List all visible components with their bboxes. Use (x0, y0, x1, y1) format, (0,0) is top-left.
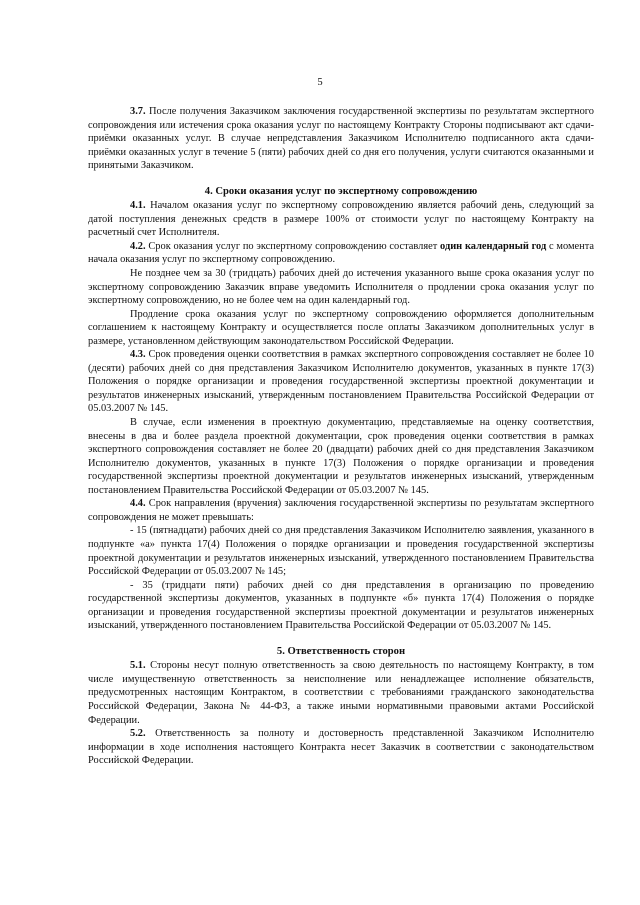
clause-text: Ответственность за полноту и достоверность представленной Заказчиком Исполнителю информации в ходе исполнения настоящего Контракта несет Заказчик в соответствии с законодательством Российской Федерации. (88, 728, 594, 767)
clause-5-2 (88, 727, 594, 768)
clause-text: Срок направления (вручения) заключения государственной экспертизы по результатам экспертного сопровождения не может превышать: (88, 498, 594, 523)
clause-5-1 (88, 659, 594, 727)
clause-4-2 (88, 240, 594, 267)
section-5-title: 5. Ответственность сторон (276, 645, 406, 657)
clause-4-3-paragraph-2: В случае, если изменения в проектную документацию, представляемые на оценку соответствия, внесены в два и более раздела проектной документации, срок проведения оценки соответствия в рамках экспертного сопровождения составляет не более 20 (двадцати) рабочих дней со дня представления Заказчиком Исполнителю документов, указанных в пункте 17(3) Положения о порядке организации и проведения государственной экспертизы проектной документации и результатов инженерных изысканий, утвержденным постановлением Правительства Российской Федерации от 05.03.2007 № 145. (88, 417, 594, 496)
clause-4-1 (88, 199, 594, 240)
clause-4-3 (88, 348, 594, 416)
clause-text: Стороны несут полную ответственность за свою деятельность по настоящему Контракту, в том числе имущественную ответственность за неисполнение или ненадлежащее исполнение обязательств, предусмотренных настоящим Контрактом, в соответствии с требованиями гражданского законодательства Российской Федерации, Закона № 44-ФЗ, а также иными нормативными правовыми актами Российской Федерации. (88, 660, 594, 726)
clause-4-2-paragraph-3: Продление срока оказания услуг по экспертному сопровождению оформляется дополнительным соглашением к настоящему Контракту и осуществляется после оплаты Заказчиком дополнительных услуг в размере, установленном действующим законодательством Российской Федерации. (88, 308, 594, 347)
clause-number: 4.2. (130, 240, 146, 252)
clause-number: 3.7. (130, 106, 146, 117)
clause-4-4 (88, 497, 594, 524)
clause-text: с момента начала оказания услуг по экспертному сопровождению. (88, 240, 594, 266)
clause-text: Срок оказания услуг по экспертному сопровождению составляет (145, 240, 441, 252)
clause-text: Срок проведения оценки соответствия в рамках экспертного сопровождения составляет не более 10 (десяти) рабочих дней со дня представления Заказчиком Исполнителю документов, указанных в пункте 17(3) Положения о порядке организации и проведения государственной экспертизы проектной документации и результатов инженерных изысканий, утвержденным постановлением Правительства Российской Федерации от 05.03.2007 № 145. (88, 349, 594, 415)
clause-number: 4.4. (130, 498, 146, 510)
clause-number: 4.1. (130, 200, 146, 212)
section-4-title: 4. Сроки оказания услуг по экспертному сопровождению (204, 185, 478, 197)
clause-number: 5.2. (130, 728, 146, 740)
clause-bold-term: один календарный год (440, 240, 547, 252)
clause-3-7 (88, 105, 594, 173)
clause-4-4-item-1: - 15 (пятнадцати) рабочих дней со дня представления Заказчиком Исполнителю заявления, указанного в подпункте «а» пункта 17(4) Положения о порядке организации и проведения государственной экспертизы проектной документации и результатов инженерных изысканий, утвержденного постановлением Правительства Российской Федерации от 05.03.2007 № 145; (88, 525, 594, 578)
clause-number: 4.3. (130, 349, 146, 361)
page-number: 5 (317, 77, 323, 88)
clause-text: Началом оказания услуг по экспертному сопровождению является рабочий день, следующий за датой поступления денежных средств в размере 100% от стоимости услуг по настоящему Контракту на расчетный счет Исполнителя. (88, 200, 594, 239)
clause-4-2-paragraph-2: Не позднее чем за 30 (тридцать) рабочих дней до истечения указанного выше срока оказания услуг по экспертному сопровождению Заказчик вправе уведомить Исполнителя о продлении срока оказания услуг по экспертному сопровождению, но не более чем на один календарный год. (88, 268, 594, 307)
clause-4-4-item-2: - 35 (тридцати пяти) рабочих дней со дня представления в организацию по проведению государственной экспертизы документов, указанных в подпункте «б» пункта 17(4) Положения о порядке организации и проведения государственной экспертизы проектной документации и результатов инженерных изысканий, утвержденного постановлением Правительства Российской Федерации от 05.03.2007 № 145. (88, 579, 594, 632)
clause-number: 5.1. (130, 660, 146, 672)
clause-text: После получения Заказчиком заключения государственной экспертизы по результатам экспертного сопровождения или истечения срока оказания услуг по настоящему Контракту Стороны подписывают акт сдачи-приёмки оказанных услуг. В случае непредставления Заказчиком Исполнителю подписанного акта сдачи-приёмки оказанных услуг в течение 5 (пяти) рабочих дней со дня его получения, услуги считаются оказанными и принятыми Заказчиком. (88, 106, 594, 172)
document-body (88, 105, 594, 768)
